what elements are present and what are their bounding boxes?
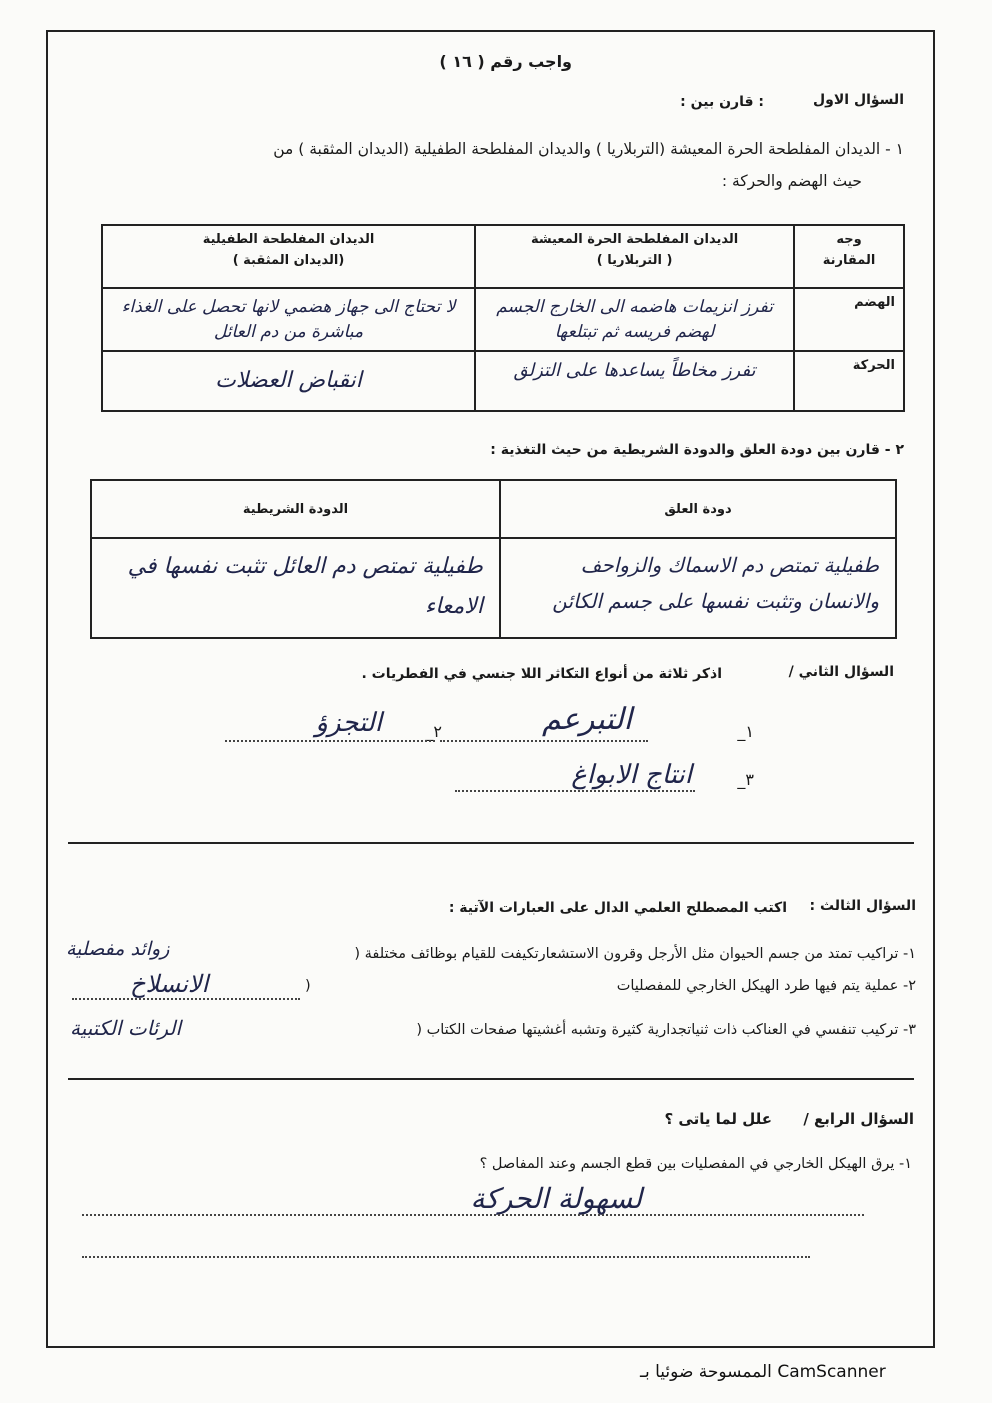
q2-number-1: ١_ (737, 722, 754, 741)
q2-label: السؤال الثاني / (788, 664, 894, 680)
q3-label: السؤال الثالث : (809, 898, 916, 914)
leech-answer: طفيلية تمتص دم الاسماك والزواحف والانسان وتثبت نفسها على جسم الكائن (500, 538, 896, 638)
q3-item-3: ٣- تركيب تنفسي في العناكب ذات ثنياتجدارية كثيرة وتشبه أغشيتها صفحات الكتاب ( (416, 1022, 916, 1038)
homework-title: واجب رقم ( ١٦ ) (439, 52, 572, 71)
answer-line (82, 1256, 810, 1258)
q2-answer-1: التبرعم (542, 702, 632, 737)
answer-line (440, 740, 648, 742)
q3-item-2: ٢- عملية يتم فيها طرد الهيكل الخارجي للمفصليات (616, 978, 916, 994)
answer-cell: انقباض العضلات (102, 351, 475, 411)
section-divider (68, 1078, 914, 1080)
answer-cell: لا تحتاج الى جهاز هضمي لانها تحصل على الغذاء مباشرة من دم العائل (102, 288, 475, 351)
q3-text: اكتب المصطلح العلمي الدال على العبارات الآتية : (448, 900, 787, 916)
q1-feeding-table (90, 479, 897, 639)
answer-line (225, 740, 435, 742)
q3-answer-1: زوائد مفصلية (66, 938, 170, 960)
col-parasitic-header: الديدان المفلطحة الطفيلية (الديدان المثقبة ) (102, 225, 475, 288)
answer-cell: تفرز مخاطاً يساعدها على التزلق (475, 351, 794, 411)
q1-instruction: : قارن بين : (680, 94, 764, 110)
q4-text: علل لما ياتى ؟ (664, 1110, 772, 1128)
answer-line (72, 998, 300, 1000)
row-aspect: الهضم (794, 288, 904, 351)
col-compare-header: وجه المقارنة (794, 225, 904, 288)
q4-item-1: ١- يرق الهيكل الخارجي في المفصليات بين قطع الجسم وعند المفاصل ؟ (479, 1156, 912, 1172)
q3-answer-3: الرئات الكتبية (70, 1016, 182, 1040)
col-free-living-header: الديدان المفلطحة الحرة المعيشة ( التربلاريا ) (475, 225, 794, 288)
table-row (91, 538, 896, 638)
q1-part1-text-line1: ١ - الديدان المفلطحة الحرة المعيشة (التربلاريا ) والديدان المفلطحة الطفيلية (الديدان المثقبة ) من (273, 140, 904, 158)
q1-part2-text: ٢ - قارن بين دودة العلق والدودة الشريطية من حيث التغذية : (490, 442, 904, 458)
q2-text: اذكر ثلاثة من أنواع التكاثر اللا جنسي في الفطريات . (361, 666, 722, 682)
q1-label: السؤال الاول (813, 92, 904, 108)
section-divider (68, 842, 914, 844)
col-tapeworm-header: الدودة الشريطية (91, 480, 500, 538)
q4-label: السؤال الرابع / (803, 1110, 914, 1128)
q3-item-1: ١- تراكيب تمتد من جسم الحيوان مثل الأرجل وقرون الاستشعارتكيفت للقيام بوظائف مختلفة ( (354, 946, 916, 962)
table-row (102, 351, 904, 411)
table-row (102, 288, 904, 351)
row-aspect: الحركة (794, 351, 904, 411)
camscanner-watermark: الممسوحة ضوئيا بـ CamScanner (640, 1362, 886, 1382)
q1-comparison-table (101, 224, 905, 412)
q2-answer-2: التجزؤ (315, 708, 382, 738)
q2-number-3: ٣_ (737, 770, 754, 789)
q2-answer-3: انتاج الابواغ (571, 760, 692, 790)
q4-answer-1: لسهولة الحركة (470, 1182, 642, 1215)
bracket: ( (305, 978, 311, 994)
q2-number-2: ٢_ (425, 722, 442, 741)
answer-cell: تفرز انزيمات هاضمه الى الخارج الجسم لهضم فريسه ثم تبتلعها (475, 288, 794, 351)
col-leech-header: دودة العلق (500, 480, 896, 538)
tapeworm-answer: طفيلية تمتص دم العائل تثبت نفسها في الامعاء (91, 538, 500, 638)
q3-answer-2: الانسلاخ (130, 970, 209, 998)
answer-line (455, 790, 695, 792)
answer-line (82, 1214, 864, 1216)
q1-part1-text-line2: حيث الهضم والحركة : (721, 172, 862, 190)
